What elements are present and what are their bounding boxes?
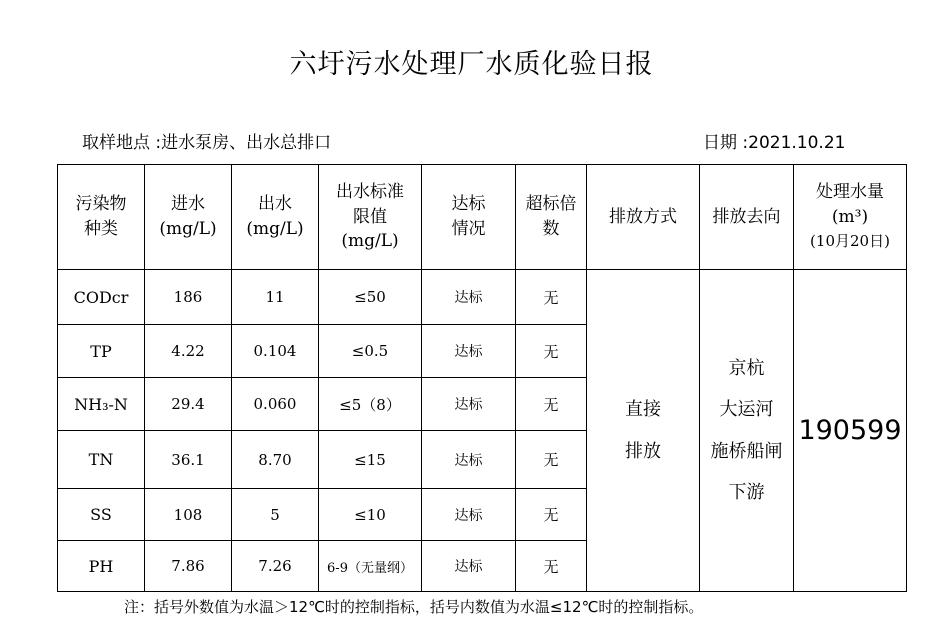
pollutant-name: TN — [58, 431, 145, 489]
header-exceed: 超标倍 数 — [516, 165, 587, 270]
exceed-value: 无 — [516, 325, 587, 378]
status-value: 达标 — [422, 489, 516, 541]
limit-value: ≤15 — [319, 431, 422, 489]
discharge-method: 直接 排放 — [587, 270, 700, 592]
header-method: 排放方式 — [587, 165, 700, 270]
influent-value: 186 — [145, 270, 232, 325]
effluent-value: 0.104 — [232, 325, 319, 378]
header-limit: 出水标准 限值 (mg/L) — [319, 165, 422, 270]
limit-value: 6-9（无量纲） — [319, 541, 422, 592]
exceed-value: 无 — [516, 489, 587, 541]
status-value: 达标 — [422, 431, 516, 489]
header-pollutant: 污染物 种类 — [58, 165, 145, 270]
header-row — [58, 165, 907, 270]
exceed-value: 无 — [516, 270, 587, 325]
pollutant-name: NH₃-N — [58, 378, 145, 431]
pollutant-name: SS — [58, 489, 145, 541]
header-flow: 处理水量 (m³) (10月20日) — [794, 165, 907, 270]
effluent-value: 5 — [232, 489, 319, 541]
header-effluent: 出水 (mg/L) — [232, 165, 319, 270]
pollutant-name: CODcr — [58, 270, 145, 325]
header-destination: 排放去向 — [700, 165, 794, 270]
influent-value: 29.4 — [145, 378, 232, 431]
discharge-destination: 京杭 大运河 施桥船闸 下游 — [700, 270, 794, 592]
limit-value: ≤10 — [319, 489, 422, 541]
status-value: 达标 — [422, 378, 516, 431]
effluent-value: 11 — [232, 270, 319, 325]
report-date: 日期 :2021.10.21 — [703, 133, 846, 153]
pollutant-name: TP — [58, 325, 145, 378]
influent-value: 7.86 — [145, 541, 232, 592]
table-row — [58, 270, 907, 325]
report-title: 六圩污水处理厂水质化验日报 — [289, 49, 654, 80]
status-value: 达标 — [422, 270, 516, 325]
footnote: 注：括号外数值为水温＞12℃时的控制指标，括号内数值为水温≤12℃时的控制指标。 — [124, 598, 704, 616]
exceed-value: 无 — [516, 541, 587, 592]
water-quality-table — [57, 164, 907, 592]
exceed-value: 无 — [516, 378, 587, 431]
effluent-value: 7.26 — [232, 541, 319, 592]
influent-value: 36.1 — [145, 431, 232, 489]
limit-value: ≤0.5 — [319, 325, 422, 378]
status-value: 达标 — [422, 325, 516, 378]
treated-volume: 190599 — [794, 270, 907, 592]
status-value: 达标 — [422, 541, 516, 592]
influent-value: 108 — [145, 489, 232, 541]
header-status: 达标 情况 — [422, 165, 516, 270]
limit-value: ≤50 — [319, 270, 422, 325]
effluent-value: 8.70 — [232, 431, 319, 489]
exceed-value: 无 — [516, 431, 587, 489]
pollutant-name: PH — [58, 541, 145, 592]
sampling-location: 取样地点 :进水泵房、出水总排口 — [82, 133, 332, 153]
header-influent: 进水 (mg/L) — [145, 165, 232, 270]
effluent-value: 0.060 — [232, 378, 319, 431]
influent-value: 4.22 — [145, 325, 232, 378]
limit-value: ≤5（8） — [319, 378, 422, 431]
